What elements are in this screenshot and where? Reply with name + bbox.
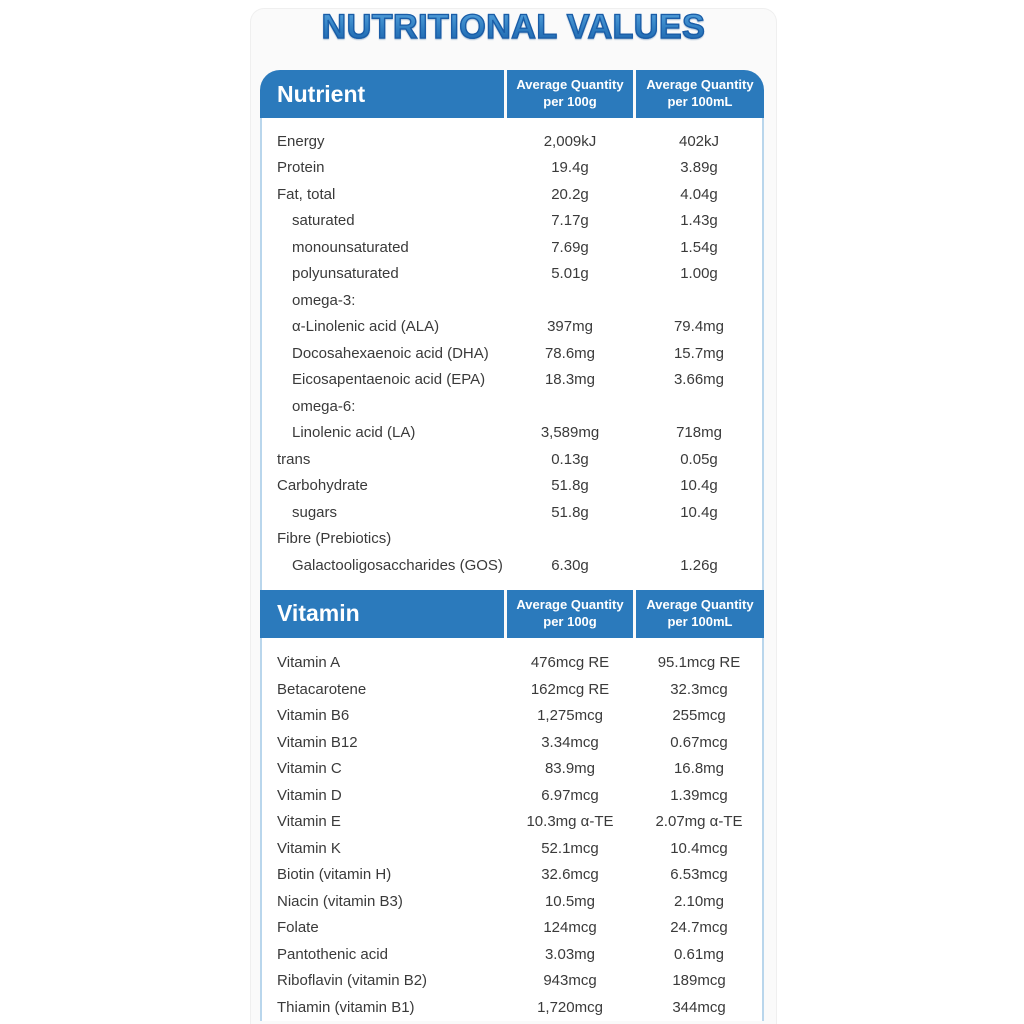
row-name-cell: Biotin (vitamin H) — [277, 866, 392, 884]
table-row — [262, 473, 762, 500]
row-name-cell: Vitamin E — [277, 813, 341, 831]
row-per-100ml-cell: 0.61mg — [673, 945, 725, 963]
row-per-100g-cell: 52.1mcg — [541, 839, 599, 857]
table-row — [262, 393, 762, 420]
vitamin-section-header — [260, 590, 764, 638]
row-name-cell: Carbohydrate — [277, 477, 368, 495]
row-name-cell: Thiamin (vitamin B1) — [277, 998, 415, 1016]
row-name-cell: Fibre (Prebiotics) — [277, 530, 392, 548]
row-per-100ml-cell: 0.05g — [680, 450, 718, 468]
table-row — [262, 155, 762, 182]
row-per-100ml-cell: 718mg — [676, 424, 722, 442]
row-per-100ml-cell: 32.3mcg — [670, 680, 728, 698]
table-row — [262, 234, 762, 261]
per-100g-header-cell — [507, 70, 633, 118]
row-name-cell: omega-3: — [292, 291, 356, 309]
row-per-100g-cell: 83.9mg — [544, 760, 596, 778]
table-row — [262, 314, 762, 341]
table-row — [262, 888, 762, 915]
per-100ml-header-cell — [636, 70, 764, 118]
row-name-cell: α-Linolenic acid (ALA) — [292, 318, 440, 336]
row-per-100ml-cell: 189mcg — [672, 972, 726, 990]
table-row — [262, 208, 762, 235]
table-row — [262, 287, 762, 314]
table-row — [262, 915, 762, 942]
row-per-100g-cell: 10.5mg — [544, 892, 596, 910]
vitamin-header-cell: Vitamin — [260, 590, 504, 638]
row-per-100g-cell: 3.03mg — [544, 945, 596, 963]
row-name-cell: saturated — [292, 212, 355, 230]
table-row — [262, 552, 762, 579]
row-per-100ml-cell: 1.00g — [680, 265, 718, 283]
row-per-100g-cell: 6.30g — [551, 556, 589, 574]
row-per-100g-cell: 1,720mcg — [537, 998, 603, 1016]
row-name-cell: Energy — [277, 132, 325, 150]
row-per-100g-cell: 1,275mcg — [537, 707, 603, 725]
row-per-100g-cell: 162mcg RE — [530, 680, 610, 698]
row-per-100ml-cell: 1.43g — [680, 212, 718, 230]
row-per-100ml-cell: 2.07mg α-TE — [655, 813, 743, 831]
per-100ml-header-line1: Average Quantity — [646, 596, 754, 612]
per-100ml-header-cell — [636, 590, 764, 638]
row-per-100ml-cell: 4.04g — [680, 185, 718, 203]
per-100g-header-line1: Average Quantity — [516, 596, 624, 612]
row-per-100ml-cell: 16.8mg — [673, 760, 725, 778]
nutrient-section-body — [260, 118, 764, 590]
table-row — [262, 809, 762, 836]
table-row — [262, 526, 762, 553]
row-per-100g-cell: 51.8g — [551, 477, 589, 495]
row-per-100g-cell: 78.6mg — [544, 344, 596, 362]
row-name-cell: sugars — [292, 503, 338, 521]
per-100ml-header-line2: per 100mL — [667, 613, 733, 629]
table-row — [262, 941, 762, 968]
row-per-100ml-cell: 0.67mcg — [670, 733, 728, 751]
row-per-100g-cell: 3,589mg — [540, 424, 600, 442]
table-row — [262, 367, 762, 394]
table-row — [262, 499, 762, 526]
row-name-cell: Vitamin D — [277, 786, 342, 804]
row-per-100g-cell: 5.01g — [551, 265, 589, 283]
row-per-100g-cell: 20.2g — [551, 185, 589, 203]
row-name-cell: Vitamin B6 — [277, 707, 350, 725]
row-per-100g-cell: 0.13g — [551, 450, 589, 468]
per-100ml-header-line1: Average Quantity — [646, 77, 754, 93]
table-row — [262, 862, 762, 889]
row-name-cell: polyunsaturated — [292, 265, 399, 283]
row-name-cell: Vitamin B12 — [277, 733, 358, 751]
per-100g-header-cell — [507, 590, 633, 638]
table-row — [262, 782, 762, 809]
row-per-100g-cell: 18.3mg — [544, 371, 596, 389]
row-per-100ml-cell: 1.54g — [680, 238, 718, 256]
row-per-100ml-cell: 3.66mg — [673, 371, 725, 389]
row-per-100ml-cell: 2.10mg — [673, 892, 725, 910]
nutrition-table — [260, 70, 764, 1021]
row-name-cell: trans — [277, 450, 311, 468]
row-name-cell: Betacarotene — [277, 680, 367, 698]
table-row — [262, 703, 762, 730]
table-row — [262, 420, 762, 447]
row-per-100ml-cell: 79.4mg — [673, 318, 725, 336]
row-per-100ml-cell: 402kJ — [678, 132, 720, 150]
row-per-100ml-cell: 3.89g — [680, 159, 718, 177]
row-name-cell: Folate — [277, 919, 319, 937]
row-name-cell: Fat, total — [277, 185, 336, 203]
table-row — [262, 261, 762, 288]
nutrient-section-header — [260, 70, 764, 118]
row-name-cell: Vitamin K — [277, 839, 341, 857]
row-per-100g-cell: 19.4g — [551, 159, 589, 177]
row-name-cell: Eicosapentaenoic acid (EPA) — [292, 371, 486, 389]
row-per-100g-cell: 51.8g — [551, 503, 589, 521]
row-name-cell: Pantothenic acid — [277, 945, 388, 963]
table-row — [262, 835, 762, 862]
row-per-100g-cell: 32.6mcg — [541, 866, 599, 884]
row-name-cell: Linolenic acid (LA) — [292, 424, 416, 442]
row-per-100g-cell: 397mg — [547, 318, 593, 336]
row-name-cell: Riboflavin (vitamin B2) — [277, 972, 428, 990]
row-per-100ml-cell: 10.4g — [680, 503, 718, 521]
row-name-cell: omega-6: — [292, 397, 356, 415]
page-title: NUTRITIONAL VALUES — [250, 8, 777, 47]
table-row — [262, 994, 762, 1021]
row-per-100g-cell: 124mcg — [543, 919, 597, 937]
row-per-100ml-cell: 10.4g — [680, 477, 718, 495]
row-name-cell: Vitamin A — [277, 654, 341, 672]
per-100g-header-line2: per 100g — [543, 94, 597, 109]
table-row — [262, 181, 762, 208]
vitamin-section-body — [260, 638, 764, 1021]
row-per-100ml-cell: 24.7mcg — [670, 919, 728, 937]
per-100g-header-line1: Average Quantity — [516, 77, 624, 93]
row-name-cell: Vitamin C — [277, 760, 342, 778]
row-name-cell: Docosahexaenoic acid (DHA) — [292, 344, 489, 362]
row-name-cell: Niacin (vitamin B3) — [277, 892, 403, 910]
table-row — [262, 729, 762, 756]
row-per-100ml-cell: 10.4mcg — [670, 839, 728, 857]
row-per-100ml-cell: 255mcg — [672, 707, 726, 725]
row-per-100ml-cell: 1.39mcg — [670, 786, 728, 804]
row-name-cell: monounsaturated — [292, 238, 409, 256]
nutrient-header-cell: Nutrient — [260, 70, 504, 118]
row-per-100ml-cell: 6.53mcg — [670, 866, 728, 884]
row-per-100g-cell: 2,009kJ — [543, 132, 597, 150]
row-per-100ml-cell: 1.26g — [680, 556, 718, 574]
row-per-100g-cell: 7.17g — [551, 212, 589, 230]
row-per-100g-cell: 476mcg RE — [530, 654, 610, 672]
row-name-cell: Protein — [277, 159, 325, 177]
table-row — [262, 446, 762, 473]
table-row — [262, 128, 762, 155]
row-name-cell: Galactooligosaccharides (GOS) — [292, 556, 503, 574]
row-per-100ml-cell: 15.7mg — [673, 344, 725, 362]
table-row — [262, 676, 762, 703]
row-per-100g-cell: 3.34mcg — [541, 733, 599, 751]
row-per-100g-cell: 6.97mcg — [541, 786, 599, 804]
table-row — [262, 650, 762, 677]
table-row — [262, 340, 762, 367]
row-per-100g-cell: 943mcg — [543, 972, 597, 990]
per-100ml-header-line2: per 100mL — [667, 94, 733, 109]
row-per-100g-cell: 10.3mg α-TE — [526, 813, 614, 831]
row-per-100ml-cell: 95.1mcg RE — [657, 654, 741, 672]
row-per-100g-cell: 7.69g — [551, 238, 589, 256]
table-row — [262, 968, 762, 995]
row-per-100ml-cell: 344mcg — [672, 998, 726, 1016]
table-row — [262, 756, 762, 783]
per-100g-header-line2: per 100g — [543, 613, 597, 629]
